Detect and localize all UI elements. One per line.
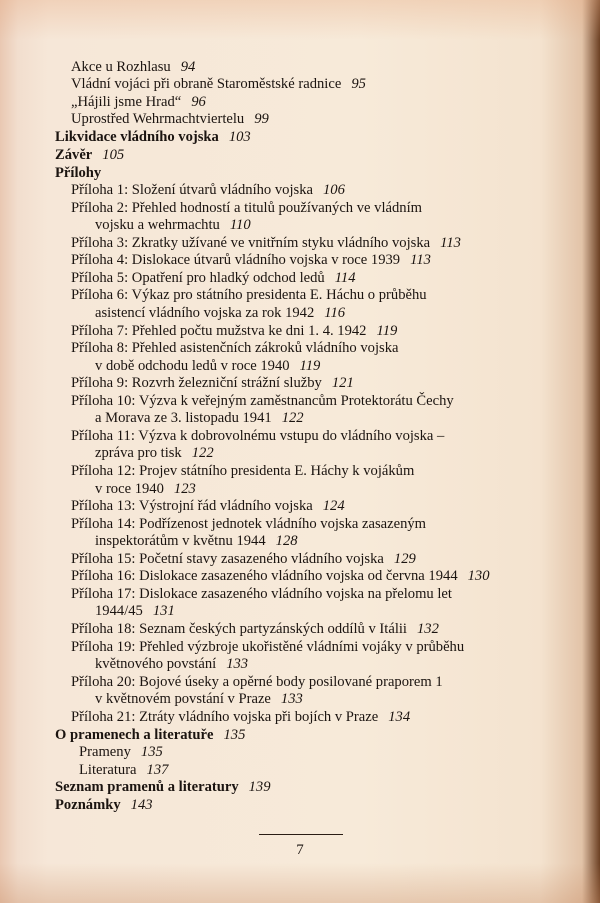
page-number: 133 (280, 691, 303, 707)
toc-entry: Příloha 4: Dislokace útvarů vládního vojska v roce 1939 113 (71, 252, 431, 268)
toc-entry: Příloha 19: Přehled výzbroje ukořistěné vládními vojáky v průběhu (71, 639, 465, 655)
page-number: 122 (191, 445, 214, 461)
toc-section: O pramenech a literatuře 135 (55, 727, 246, 743)
toc-entry: Příloha 5: Opatření pro hladký odchod ledů 114 (71, 270, 356, 286)
page-number: 94 (180, 59, 196, 75)
page-number: 99 (254, 111, 269, 127)
toc-entry: „Hájili jsme Hrad“ 96 (71, 94, 206, 110)
toc-entry: Vládní vojáci při obraně Staroměstské radnice 95 (71, 76, 366, 92)
toc-entry-continuation: v roce 1940 123 (95, 481, 196, 497)
toc-entry: Příloha 10: Výzva k veřejným zaměstnancům Protektorátu Čechy (71, 393, 454, 409)
toc-entry: Příloha 17: Dislokace zasazeného vládního vojska na přelomu let (71, 586, 452, 602)
page-number: 124 (322, 498, 345, 514)
toc-section: Závěr 105 (55, 147, 125, 163)
page-folio: 7 (296, 842, 304, 858)
toc-entry-continuation: 1944/45 131 (95, 603, 175, 619)
toc-entry-continuation: v době odchodu ledů v roce 1940 119 (95, 358, 321, 374)
toc-entry: Příloha 18: Seznam českých partyzánských oddílů v Itálii 132 (71, 621, 439, 637)
toc-entry: Akce u Rozhlasu 94 (71, 59, 196, 75)
toc-entry: Příloha 1: Složení útvarů vládního vojska 106 (71, 182, 345, 198)
page-number: 130 (467, 568, 490, 584)
toc-section: Poznámky 143 (55, 797, 153, 813)
page-number: 139 (248, 779, 271, 795)
page-number: 119 (376, 323, 398, 339)
page-number: 113 (410, 252, 431, 268)
page-number: 134 (388, 709, 411, 725)
toc-entry: Literatura 137 (79, 762, 169, 778)
page-number: 132 (416, 621, 439, 637)
toc-entry: Příloha 2: Přehled hodností a titulů používaných ve vládním (71, 200, 423, 216)
toc-entry: Prameny 135 (79, 744, 163, 760)
page-number: 123 (173, 481, 196, 497)
toc-entry: Příloha 14: Podřízenost jednotek vládního vojska zasazeným (71, 516, 427, 532)
folio-rule (259, 834, 343, 835)
page-number: 131 (152, 603, 175, 619)
toc-entry: Příloha 11: Výzva k dobrovolnému vstupu do vládního vojska – (71, 428, 445, 444)
page-number: 114 (334, 270, 356, 286)
toc-entry: Příloha 7: Přehled počtu mužstva ke dni 1. 4. 1942 119 (71, 323, 398, 339)
page-number: 110 (229, 217, 251, 233)
toc-entry-continuation: květnového povstání 133 (95, 656, 249, 672)
toc-entry: Příloha 12: Projev státního presidenta E. Háchy k vojákům (71, 463, 415, 479)
toc-entry: Příloha 6: Výkaz pro státního presidenta E. Háchu o průběhu (71, 287, 427, 303)
page-number: 121 (331, 375, 354, 391)
page-number: 96 (191, 94, 206, 110)
page-number: 135 (223, 727, 246, 743)
toc-entry-continuation: inspektorátům v květnu 1944 128 (95, 533, 298, 549)
page-number: 95 (351, 76, 366, 92)
page-number: 135 (140, 744, 163, 760)
toc-entry: Příloha 8: Přehled asistenčních zákroků vládního vojska (71, 340, 399, 356)
page-number: 122 (281, 410, 304, 426)
toc-entry: Příloha 21: Ztráty vládního vojska při bojích v Praze 134 (71, 709, 411, 725)
page-number: 129 (393, 551, 416, 567)
page-number: 103 (228, 129, 251, 145)
page-number: 128 (275, 533, 298, 549)
page-number: 119 (299, 358, 321, 374)
page-number: 133 (226, 656, 249, 672)
toc-entry: Příloha 20: Bojové úseky a opěrné body posilované praporem 1 (71, 674, 443, 690)
toc-entry: Příloha 3: Zkratky užívané ve vnitřním styku vládního vojska 113 (71, 235, 461, 251)
toc-entry: Uprostřed Wehrmachtviertelu 99 (71, 111, 269, 127)
toc-entry: Příloha 15: Početní stavy zasazeného vládního vojska 129 (71, 551, 416, 567)
page-number: 106 (322, 182, 345, 198)
toc-entry: Příloha 16: Dislokace zasazeného vládního vojska od června 1944 130 (71, 568, 490, 584)
page-number: 105 (102, 147, 125, 163)
toc-entry-continuation: a Morava ze 3. listopadu 1941 122 (95, 410, 304, 426)
page-number: 143 (130, 797, 153, 813)
toc-entry-continuation: zpráva pro tisk 122 (95, 445, 214, 461)
page-number: 116 (324, 305, 346, 321)
page-number: 137 (146, 762, 169, 778)
toc-entry: Příloha 9: Rozvrh železniční strážní služby 121 (71, 375, 354, 391)
toc-entry-continuation: asistencí vládního vojska za rok 1942 116 (95, 305, 346, 321)
toc-section: Seznam pramenů a literatury 139 (55, 779, 271, 795)
toc-entry-continuation: v květnovém povstání v Praze 133 (95, 691, 303, 707)
toc-entry: Příloha 13: Výstrojní řád vládního vojska 124 (71, 498, 345, 514)
toc-section: Přílohy (55, 165, 102, 181)
toc-section: Likvidace vládního vojska 103 (55, 129, 251, 145)
page-number: 113 (440, 235, 461, 251)
toc-entry-continuation: vojsku a wehrmachtu 110 (95, 217, 251, 233)
